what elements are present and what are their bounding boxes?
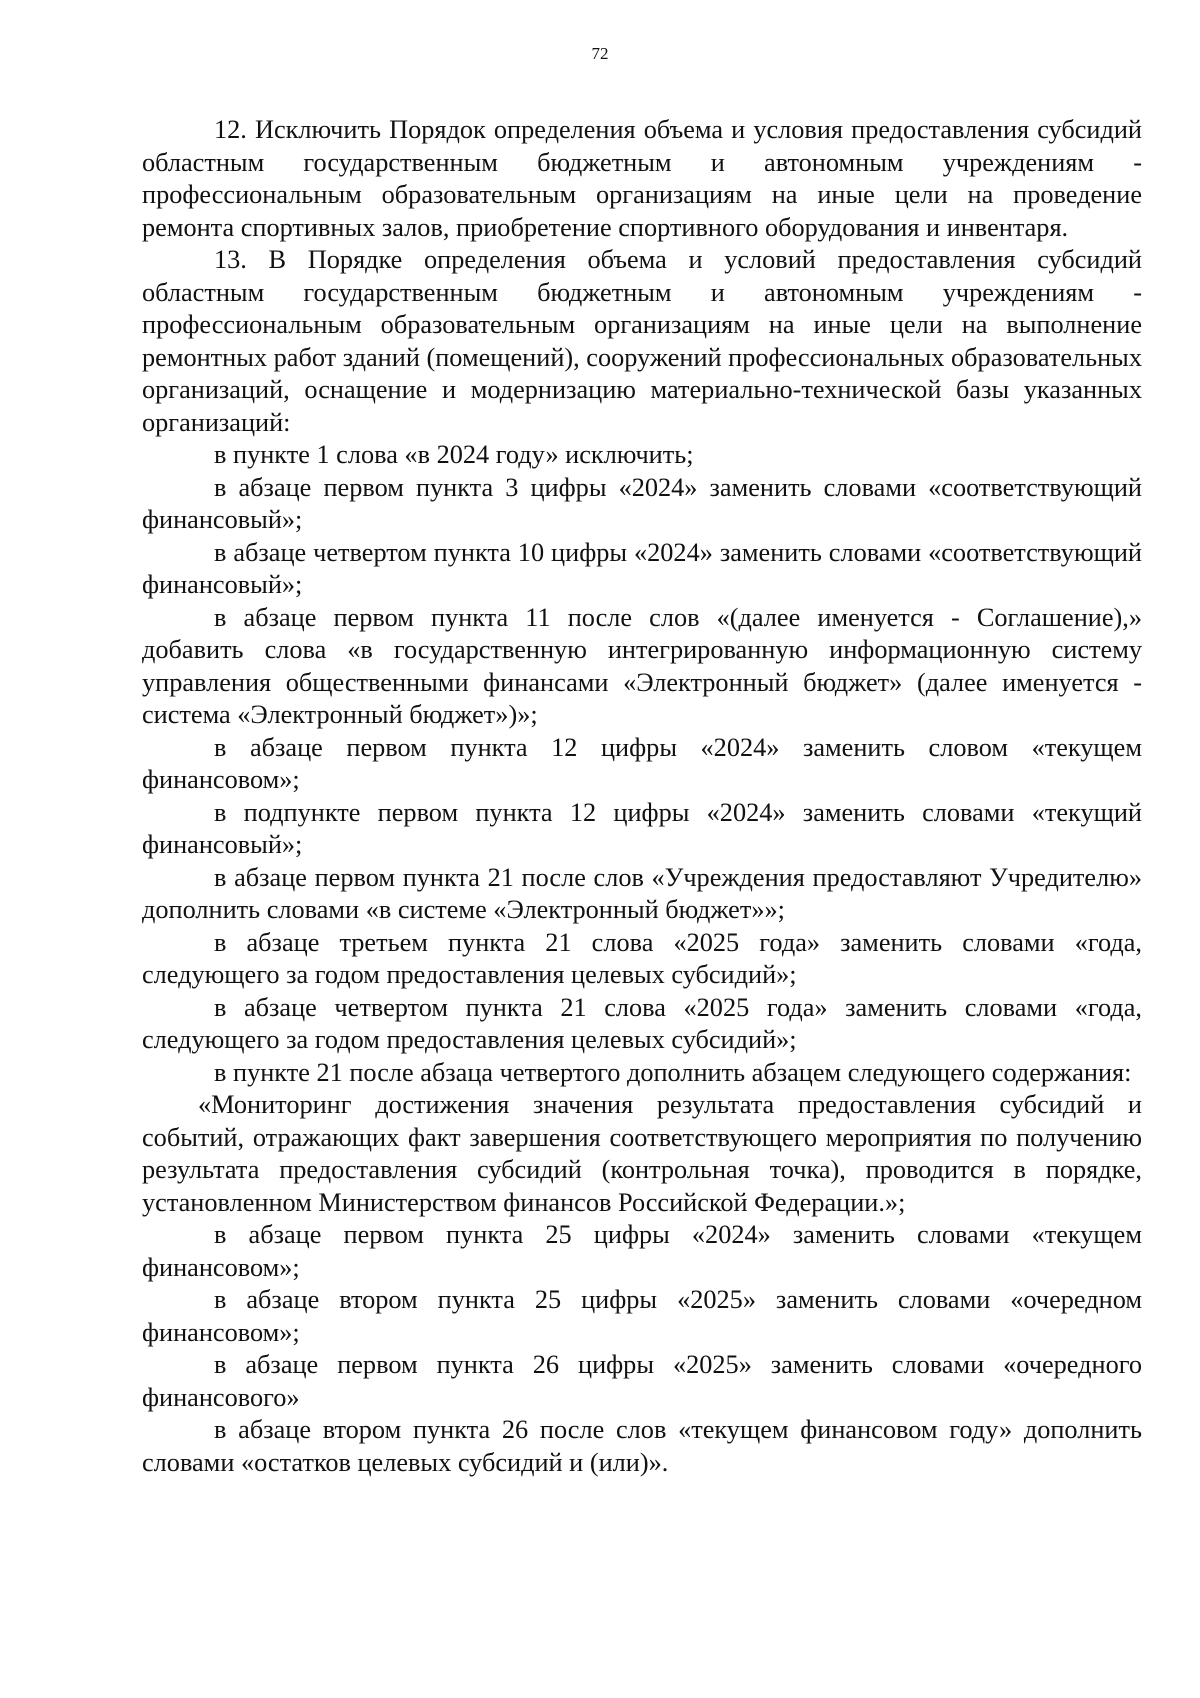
paragraph-amendment: в абзаце первом пункта 12 цифры «2024» заменить словом «текущем финансовом»; (142, 732, 1142, 794)
paragraph-amendment: в пункте 21 после абзаца четвертого дополнить абзацем следующего содержания: (214, 1057, 1132, 1087)
paragraph-amendment: в абзаце втором пункта 26 после слов «текущем финансовом году» дополнить словами «остатков целевых субсидий и (или)». (142, 1415, 1142, 1477)
page-number: 72 (591, 44, 609, 63)
paragraph-amendment: в абзаце втором пункта 25 цифры «2025» заменить словами «очередном финансовом»; (142, 1285, 1142, 1347)
paragraph-item-13: 13. В Порядке определения объема и условий предоставления субсидий областным государственным бюджетным и автономным учреждениям - профессиональным образовательным организациям на иные цели на выполнение ремонтных работ зданий (помещений), сооружений профессиональных образовательных организаций, оснащение и модернизацию материально-технической базы указанных организаций: (142, 245, 1142, 437)
paragraph-quoted-text: «Мониторинг достижения значения результата предоставления субсидий и событий, отражающих факт завершения соответствующего мероприятия по получению результата предоставления субсидий (контрольная точка), проводится в порядке, установленном Министерством финансов Российской Федерации.»; (142, 1090, 1142, 1217)
paragraph-amendment: в подпункте первом пункта 12 цифры «2024» заменить словами «текущий финансовый»; (142, 797, 1142, 859)
paragraph-amendment: в абзаце четвертом пункта 10 цифры «2024» заменить словами «соответствующий финансовый»; (142, 537, 1142, 599)
document-body (142, 114, 1142, 1479)
paragraph-amendment: в пункте 1 слова «в 2024 году» исключить; (214, 440, 694, 469)
paragraph-amendment: в абзаце первом пункта 21 после слов «Учреждения предоставляют Учредителю» дополнить словами «в системе «Электронный бюджет»»; (142, 862, 1142, 924)
paragraph-amendment: в абзаце первом пункта 11 после слов «(далее именуется - Соглашение),» добавить слова «в государственную интегрированную информационную систему управления общественными финансами «Электронный бюджет» (далее именуется - система «Электронный бюджет»)»; (142, 602, 1142, 729)
paragraph-amendment: в абзаце первом пункта 26 цифры «2025» заменить словами «очередного финансового» (142, 1350, 1142, 1412)
paragraph-amendment: в абзаце первом пункта 25 цифры «2024» заменить словами «текущем финансовом»; (142, 1220, 1142, 1282)
paragraph-amendment: в абзаце третьем пункта 21 слова «2025 года» заменить словами «года, следующего за годом предоставления целевых субсидий»; (142, 927, 1142, 989)
paragraph-amendment: в абзаце первом пункта 3 цифры «2024» заменить словами «соответствующий финансовый»; (142, 472, 1142, 534)
paragraph-amendment: в абзаце четвертом пункта 21 слова «2025 года» заменить словами «года, следующего за годом предоставления целевых субсидий»; (142, 992, 1142, 1054)
paragraph-item-12: 12. Исключить Порядок определения объема и условия предоставления субсидий областным государственным бюджетным и автономным учреждениям - профессиональным образовательным организациям на иные цели на проведение ремонта спортивных залов, приобретение спортивного оборудования и инвентаря. (142, 115, 1142, 242)
